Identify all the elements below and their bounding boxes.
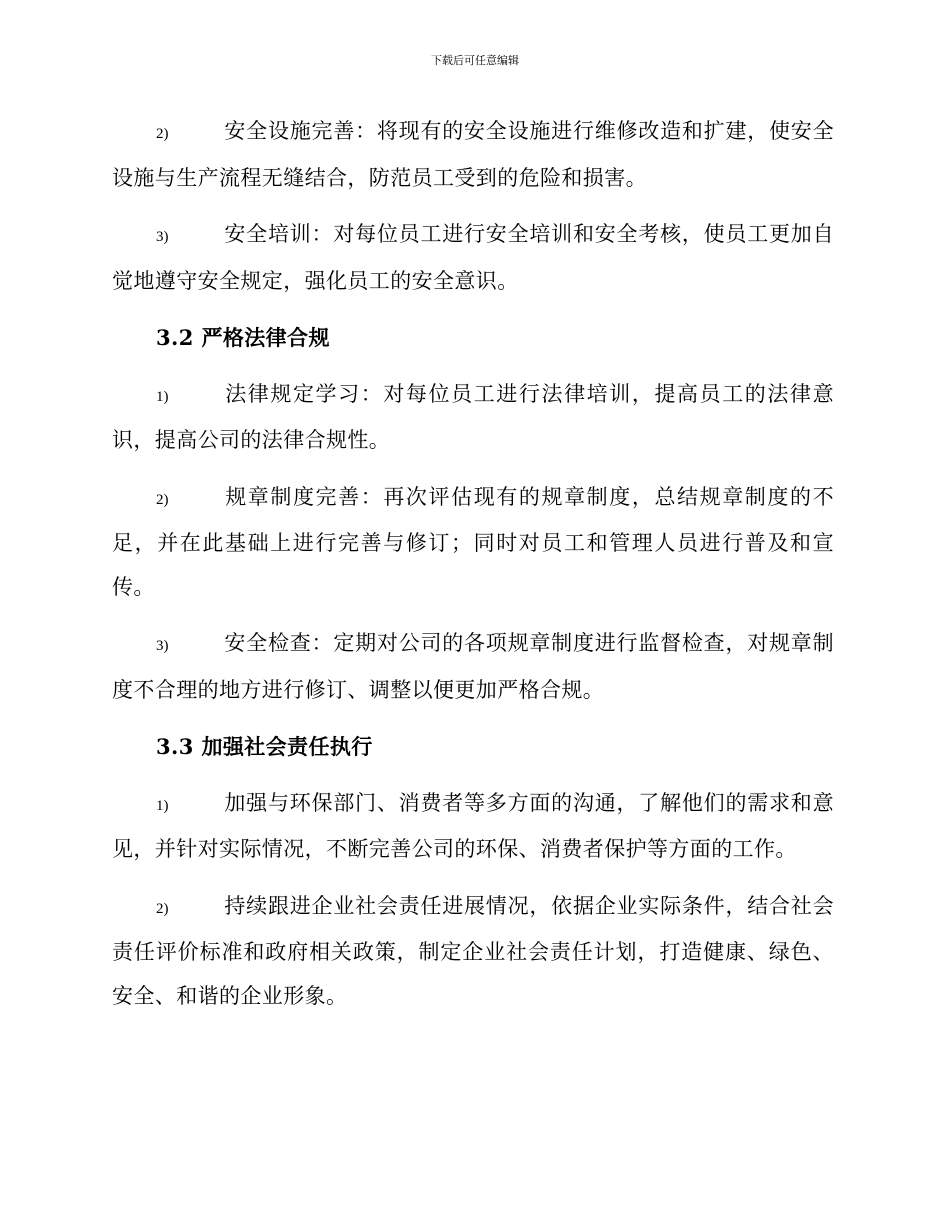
paragraph-text: 加强与环保部门、消费者等多方面的沟通，了解他们的需求和意见，并针对实际情况，不断完善公司的环保、消费者保护等方面的工作。	[112, 790, 834, 861]
document-body	[112, 110, 834, 1031]
list-item-communication	[112, 782, 834, 872]
paragraph-text: 安全设施完善：将现有的安全设施进行维修改造和扩建，使安全设施与生产流程无缝结合，防范员工受到的危险和损害。	[112, 119, 834, 190]
list-number: 1)	[156, 388, 169, 405]
list-number: 3)	[156, 638, 169, 654]
paragraph-text: 法律规定学习：对每位员工进行法律培训，提高员工的法律意识，提高公司的法律合规性。	[112, 381, 834, 452]
section-heading-legal-compliance: 3.2 严格法律合规	[156, 325, 330, 350]
paragraph-text: 规章制度完善：再次评估现有的规章制度，总结规章制度的不足，并在此基础上进行完善与修订；同时对员工和管理人员进行普及和宣传。	[112, 484, 834, 599]
list-item-legal-study	[112, 373, 834, 463]
list-item-safety-inspection	[112, 622, 834, 712]
list-number: 1)	[156, 797, 169, 814]
section-heading-social-responsibility: 3.3 加强社会责任执行	[156, 734, 373, 759]
list-item-rules-improvement	[112, 476, 834, 610]
paragraph-text: 安全检查：定期对公司的各项规章制度进行监督检查，对规章制度不合理的地方进行修订、调整以便更加严格合规。	[112, 631, 834, 702]
list-number: 2)	[156, 900, 169, 917]
list-item-csr-followup	[112, 885, 834, 1019]
page-header: 下载后可任意编辑	[431, 54, 519, 67]
list-item-safety-training	[112, 213, 834, 303]
paragraph-text: 持续跟进企业社会责任进展情况，依据企业实际条件，结合社会责任评价标准和政府相关政策，制定企业社会责任计划，打造健康、绿色、安全、和谐的企业形象。	[112, 893, 834, 1008]
paragraph-text: 安全培训：对每位员工进行安全培训和安全考核，使员工更加自觉地遵守安全规定，强化员工的安全意识。	[112, 222, 834, 293]
list-item-safety-facilities	[112, 110, 834, 200]
list-number: 3)	[156, 229, 169, 245]
list-number: 2)	[156, 126, 169, 142]
list-number: 2)	[156, 491, 169, 508]
